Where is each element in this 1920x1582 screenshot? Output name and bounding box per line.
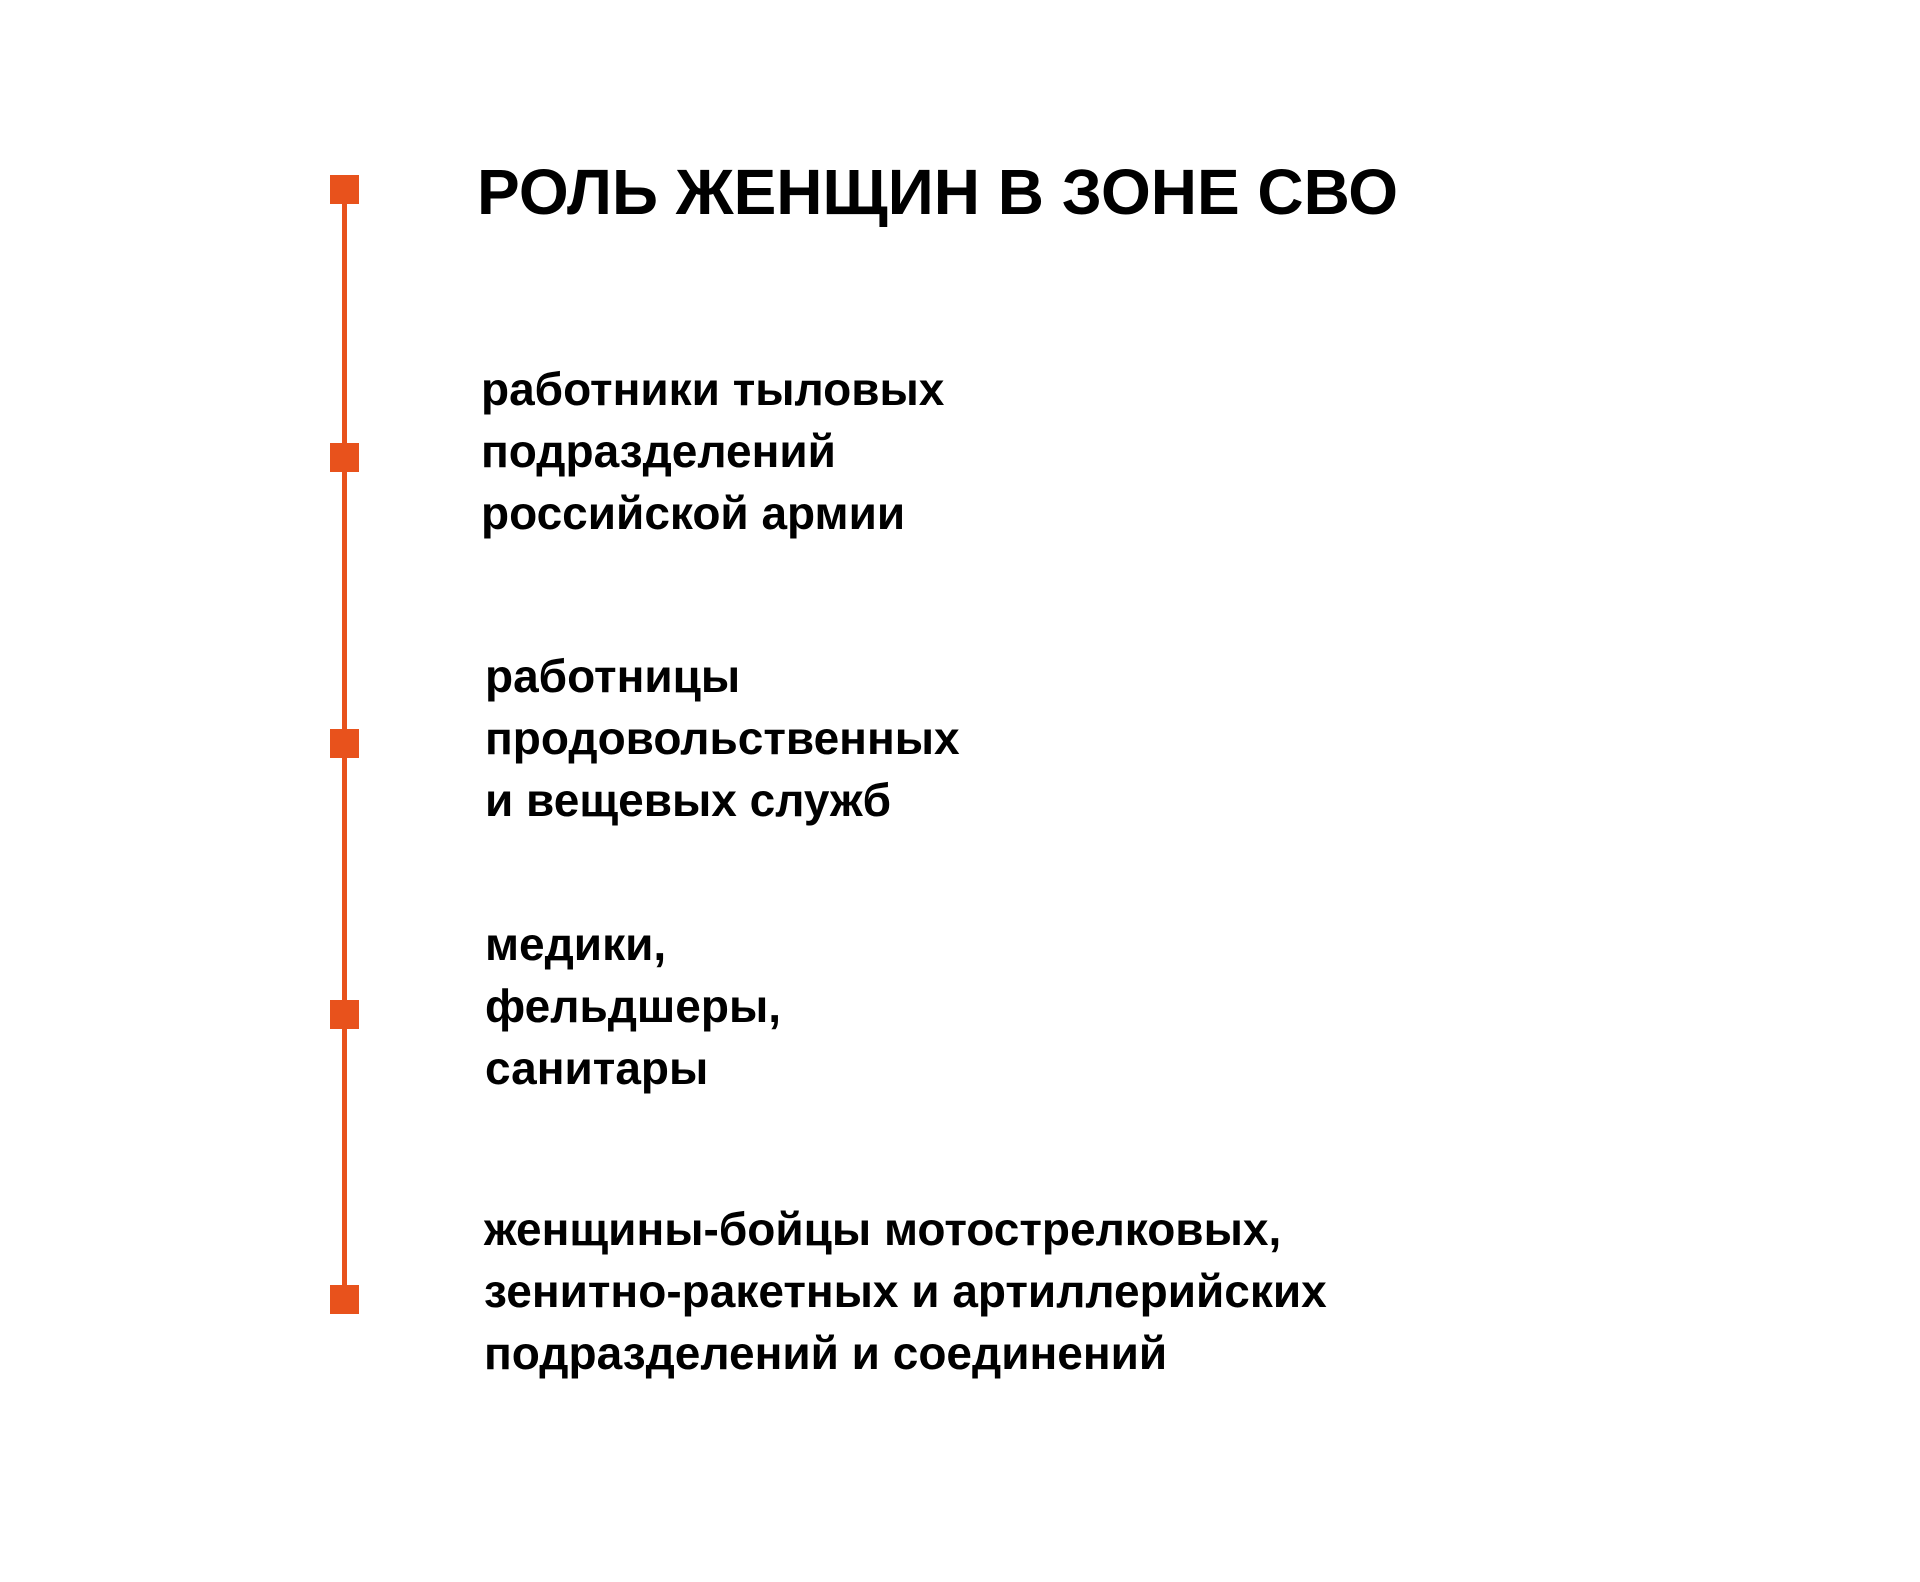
item-text-line: продовольственных: [485, 712, 960, 764]
timeline-item: [485, 645, 960, 831]
timeline-marker-4: [330, 1285, 359, 1314]
item-text-line: санитары: [485, 1042, 709, 1094]
item-text-line: и вещевых служб: [485, 774, 892, 826]
item-text-line: работницы: [485, 650, 741, 702]
item-text-line: зенитно-ракетных и артиллерийских: [484, 1265, 1327, 1317]
timeline-marker-title: [330, 175, 359, 204]
item-text-line: фельдшеры,: [485, 980, 782, 1032]
timeline-marker-2: [330, 729, 359, 758]
timeline-item: [484, 1198, 1327, 1384]
page-title: РОЛЬ ЖЕНЩИН В ЗОНЕ СВО: [477, 156, 1399, 228]
item-text-line: подразделений и соединений: [484, 1327, 1168, 1379]
item-text-line: работники тыловых: [481, 363, 945, 415]
item-text-line: подразделений: [481, 425, 836, 477]
timeline-marker-3: [330, 1000, 359, 1029]
item-text-line: российской армии: [481, 487, 906, 539]
timeline-marker-1: [330, 443, 359, 472]
item-text-line: женщины-бойцы мотострелковых,: [484, 1203, 1282, 1255]
timeline-item: [485, 913, 781, 1099]
item-text-line: медики,: [485, 918, 667, 970]
timeline-item: [481, 358, 944, 544]
